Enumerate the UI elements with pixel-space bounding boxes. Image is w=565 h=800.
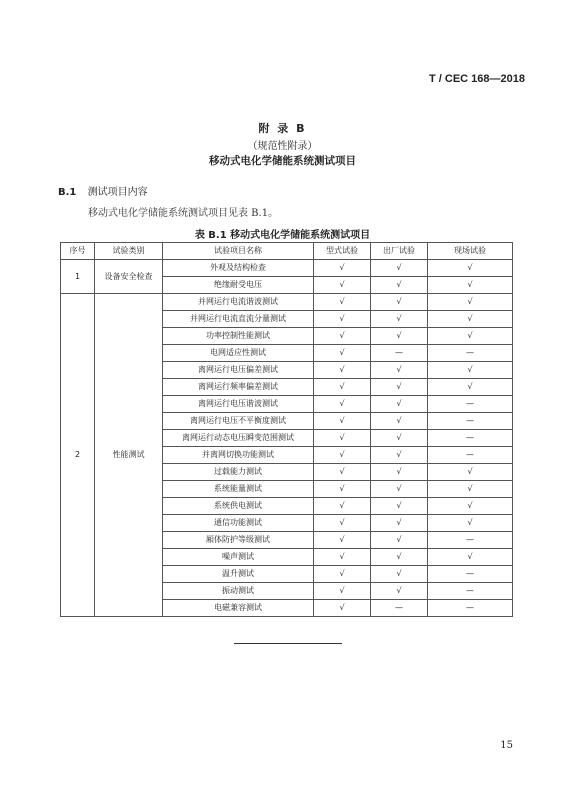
header-cell: 现场试验 — [428, 243, 513, 260]
field-test-cell: √ — [428, 498, 513, 515]
header-cell: 型式试验 — [314, 243, 371, 260]
group-category-cell: 设备安全检查 — [95, 260, 163, 294]
type-test-cell: √ — [314, 549, 371, 566]
factory-test-cell: √ — [371, 481, 428, 498]
field-test-cell: √ — [428, 277, 513, 294]
type-test-cell: √ — [314, 311, 371, 328]
test-item-cell: 外观及结构检查 — [163, 260, 314, 277]
test-item-cell: 离网运行频率偏差测试 — [163, 379, 314, 396]
type-test-cell: √ — [314, 328, 371, 345]
factory-test-cell: √ — [371, 379, 428, 396]
type-test-cell: √ — [314, 396, 371, 413]
table-row — [61, 294, 513, 311]
field-test-cell: √ — [428, 294, 513, 311]
type-test-cell: √ — [314, 583, 371, 600]
field-test-cell: √ — [428, 328, 513, 345]
field-test-cell: √ — [428, 311, 513, 328]
header-cell: 序号 — [61, 243, 95, 260]
field-test-cell: √ — [428, 379, 513, 396]
type-test-cell: √ — [314, 464, 371, 481]
factory-test-cell: √ — [371, 430, 428, 447]
header-cell: 出厂试验 — [371, 243, 428, 260]
factory-test-cell: √ — [371, 464, 428, 481]
group-category-cell: 性能测试 — [95, 294, 163, 617]
footer-rule — [234, 643, 342, 644]
table-header-row — [61, 243, 513, 260]
factory-test-cell: √ — [371, 413, 428, 430]
factory-test-cell: √ — [371, 396, 428, 413]
group-number-cell: 1 — [61, 260, 95, 294]
test-item-cell: 噪声测试 — [163, 549, 314, 566]
type-test-cell: √ — [314, 277, 371, 294]
section-heading — [58, 183, 148, 198]
test-item-cell: 电网适应性测试 — [163, 345, 314, 362]
test-item-cell: 离网运行电压不平衡度测试 — [163, 413, 314, 430]
field-test-cell: √ — [428, 515, 513, 532]
test-item-cell: 厢体防护等级测试 — [163, 532, 314, 549]
test-item-cell: 功率控制性能测试 — [163, 328, 314, 345]
table-row — [61, 260, 513, 277]
field-test-cell: — — [428, 413, 513, 430]
factory-test-cell: √ — [371, 362, 428, 379]
test-item-cell: 温升测试 — [163, 566, 314, 583]
test-item-cell: 并网运行电流谐波测试 — [163, 294, 314, 311]
standard-number: T / CEC 168—2018 — [429, 73, 525, 85]
page-number: 15 — [500, 740, 513, 751]
test-item-cell: 振动测试 — [163, 583, 314, 600]
field-test-cell: √ — [428, 549, 513, 566]
factory-test-cell: — — [371, 345, 428, 362]
test-item-cell: 系统能量测试 — [163, 481, 314, 498]
field-test-cell: √ — [428, 260, 513, 277]
factory-test-cell: √ — [371, 532, 428, 549]
test-item-cell: 绝缘耐受电压 — [163, 277, 314, 294]
table-caption: 表 B.1 移动式电化学储能系统测试项目 — [194, 230, 371, 241]
field-test-cell: — — [428, 532, 513, 549]
field-test-cell: — — [428, 447, 513, 464]
test-item-cell: 离网运行电压偏差测试 — [163, 362, 314, 379]
field-test-cell: √ — [428, 464, 513, 481]
test-item-cell: 离网运行动态电压瞬变范围测试 — [163, 430, 314, 447]
factory-test-cell: √ — [371, 498, 428, 515]
group-number-cell: 2 — [61, 294, 95, 617]
factory-test-cell: √ — [371, 515, 428, 532]
field-test-cell: — — [428, 396, 513, 413]
factory-test-cell: √ — [371, 311, 428, 328]
test-item-cell: 过载能力测试 — [163, 464, 314, 481]
type-test-cell: √ — [314, 498, 371, 515]
field-test-cell: √ — [428, 481, 513, 498]
factory-test-cell: — — [371, 600, 428, 617]
test-item-cell: 电磁兼容测试 — [163, 600, 314, 617]
field-test-cell: — — [428, 345, 513, 362]
type-test-cell: √ — [314, 362, 371, 379]
field-test-cell: — — [428, 566, 513, 583]
type-test-cell: √ — [314, 430, 371, 447]
appendix-title: 附 录 B — [258, 122, 307, 135]
type-test-cell: √ — [314, 447, 371, 464]
test-item-cell: 离网运行电压谐波测试 — [163, 396, 314, 413]
type-test-cell: √ — [314, 566, 371, 583]
type-test-cell: √ — [314, 345, 371, 362]
header-cell: 试验类别 — [95, 243, 163, 260]
factory-test-cell: √ — [371, 566, 428, 583]
test-item-cell: 通信功能测试 — [163, 515, 314, 532]
appendix-nature: （规范性附录） — [247, 141, 318, 152]
factory-test-cell: √ — [371, 260, 428, 277]
field-test-cell: — — [428, 583, 513, 600]
test-item-cell: 并离网切换功能测试 — [163, 447, 314, 464]
section-title: 测试项目内容 — [87, 187, 148, 198]
type-test-cell: √ — [314, 260, 371, 277]
type-test-cell: √ — [314, 481, 371, 498]
factory-test-cell: √ — [371, 583, 428, 600]
factory-test-cell: √ — [371, 294, 428, 311]
factory-test-cell: √ — [371, 447, 428, 464]
test-item-cell: 系统供电测试 — [163, 498, 314, 515]
field-test-cell: — — [428, 430, 513, 447]
factory-test-cell: √ — [371, 549, 428, 566]
factory-test-cell: √ — [371, 277, 428, 294]
type-test-cell: √ — [314, 600, 371, 617]
field-test-cell: √ — [428, 362, 513, 379]
test-item-cell: 并网运行电流直流分量测试 — [163, 311, 314, 328]
type-test-cell: √ — [314, 379, 371, 396]
header-cell: 试验项目名称 — [163, 243, 314, 260]
type-test-cell: √ — [314, 515, 371, 532]
type-test-cell: √ — [314, 532, 371, 549]
section-number: B.1 — [58, 187, 77, 198]
section-paragraph: 移动式电化学储能系统测试项目见表 B.1。 — [88, 208, 279, 219]
type-test-cell: √ — [314, 413, 371, 430]
type-test-cell: √ — [314, 294, 371, 311]
factory-test-cell: √ — [371, 328, 428, 345]
test-items-table — [60, 242, 513, 617]
field-test-cell: — — [428, 600, 513, 617]
appendix-name: 移动式电化学储能系统测试项目 — [209, 155, 356, 167]
